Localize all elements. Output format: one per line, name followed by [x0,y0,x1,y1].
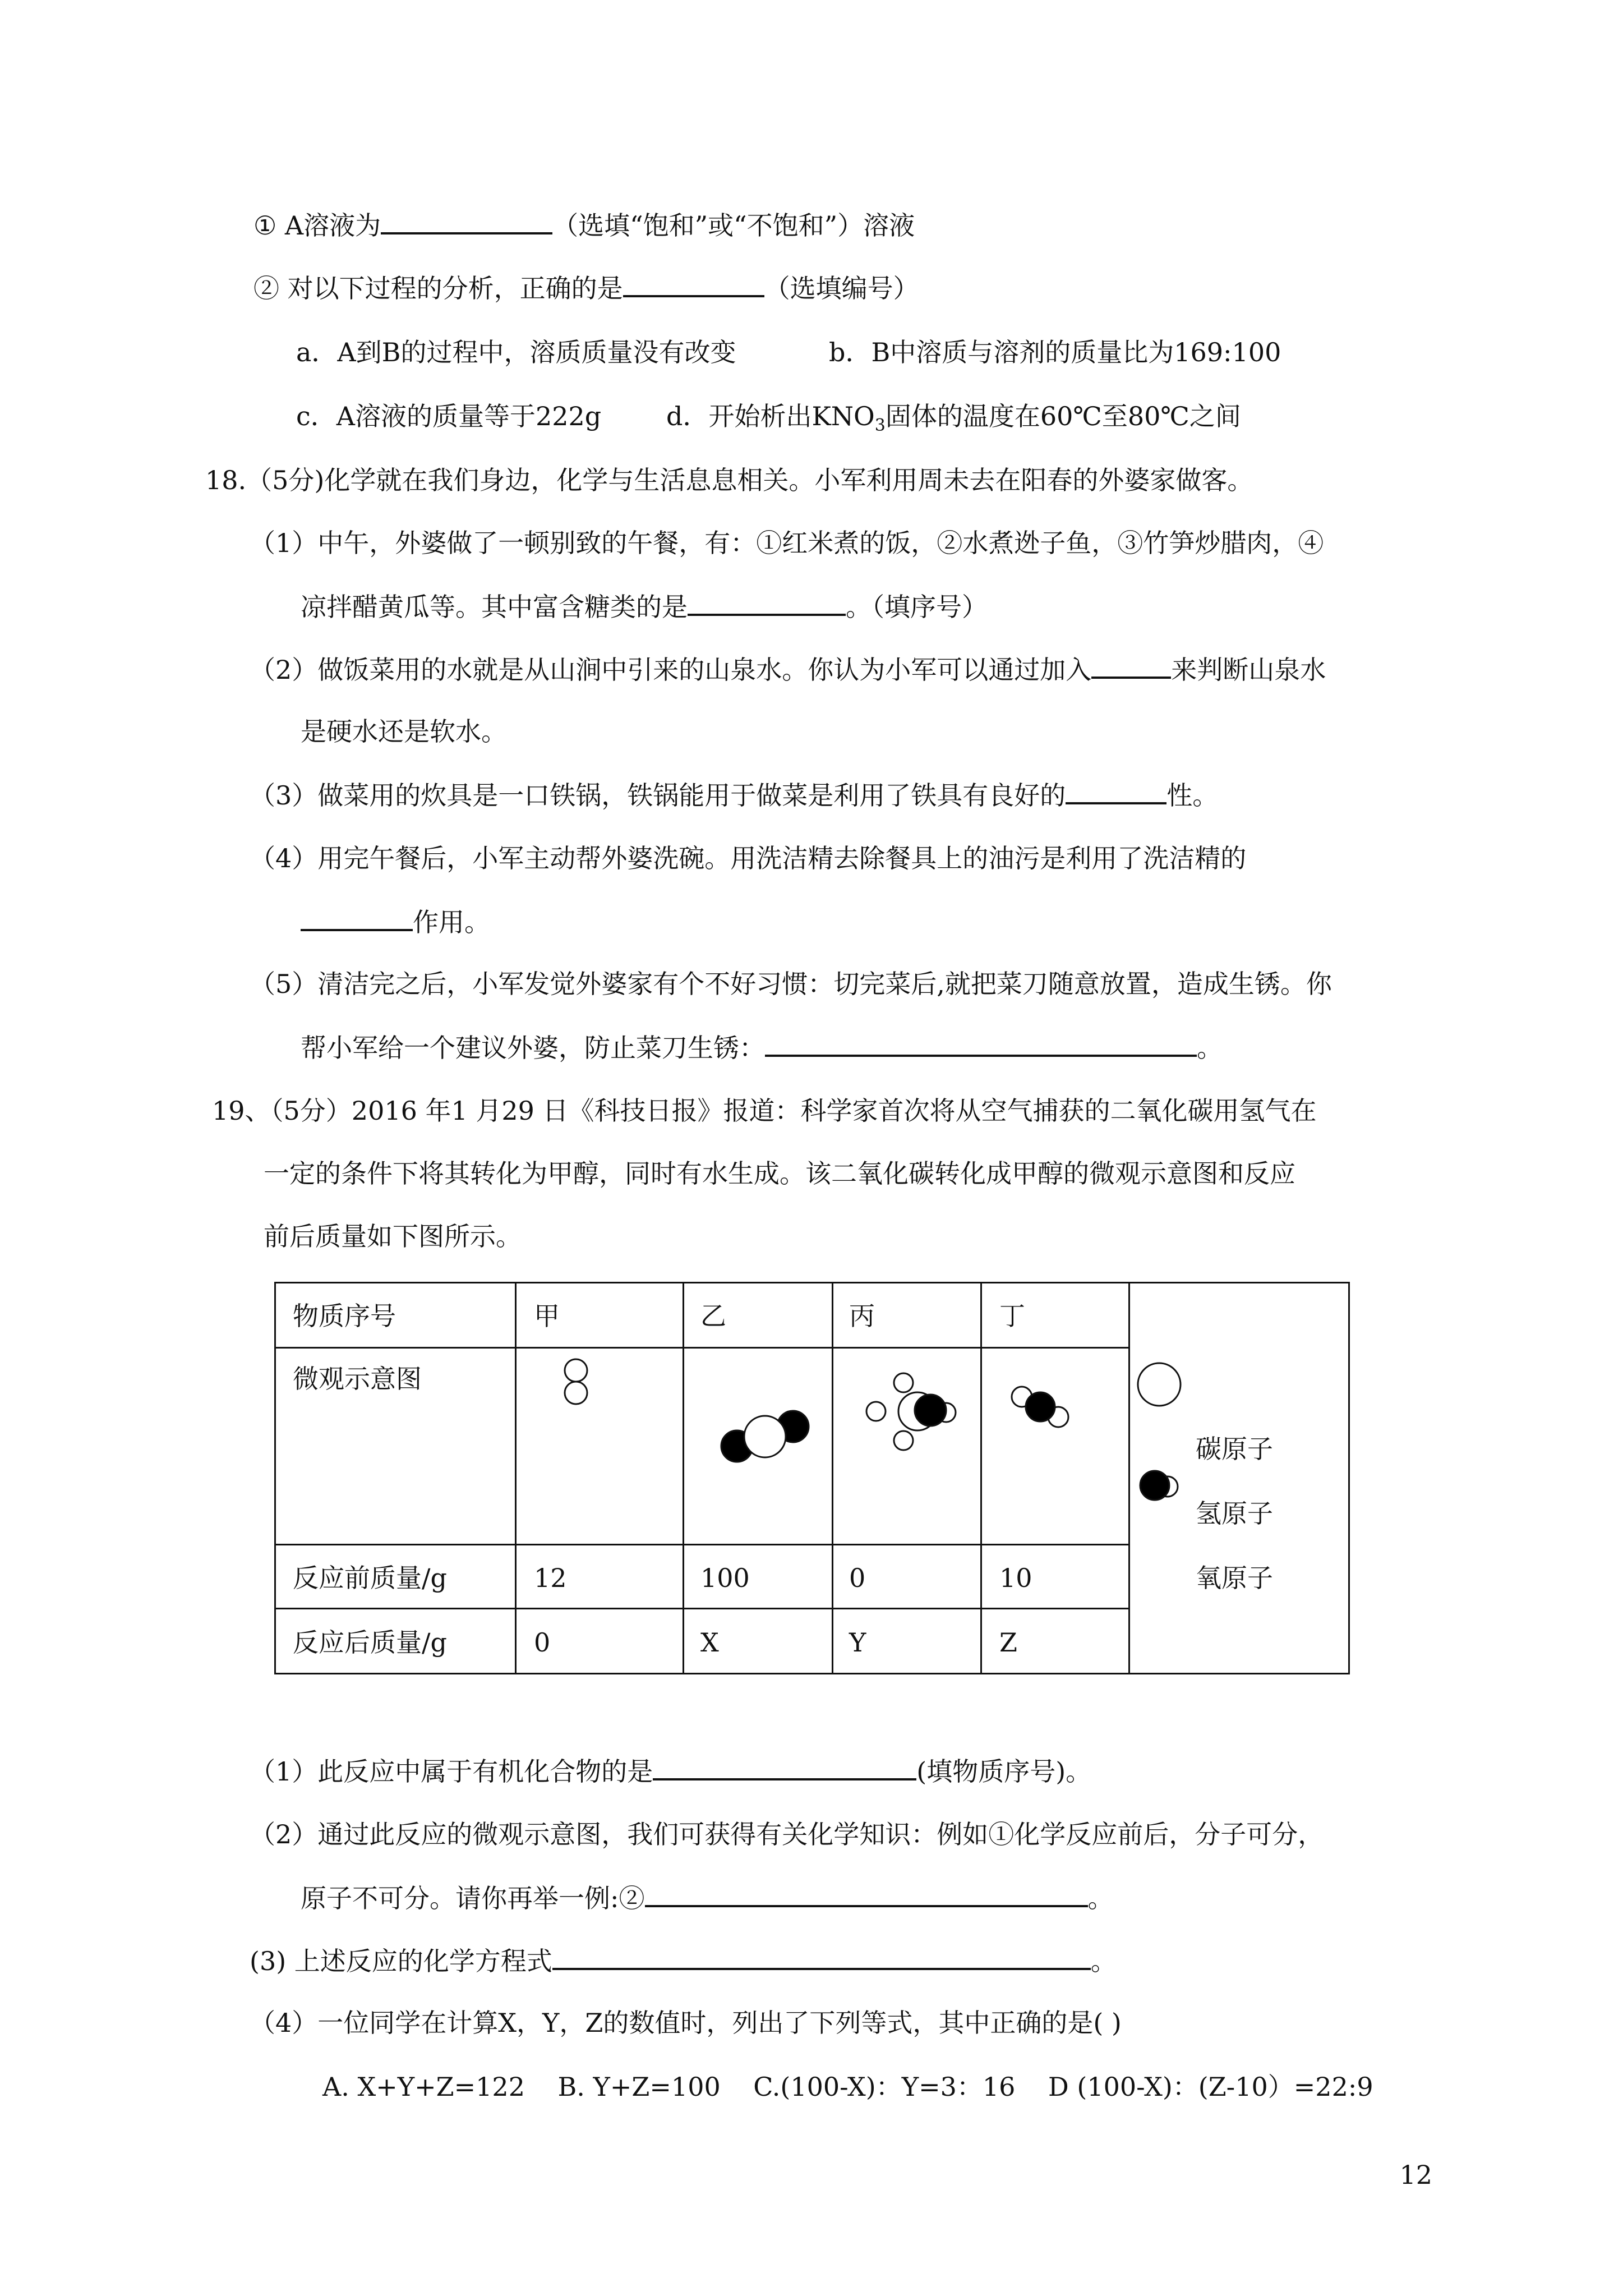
molecule-jia-h2 [565,1359,587,1404]
header-jia: 甲 [534,1301,560,1331]
q18-part1-line1: （1）中午，外婆做了一顿别致的午餐，有：①红米煮的饭，②水煮迯子鱼，③竹笋炒腊肉，④ [250,528,1324,558]
q18-part5-line1: （5）清洁完之后，小军发觉外婆家有个不好习惯：切完菜后,就把菜刀随意放置，造成生锈。你 [250,969,1332,999]
answer-blank[interactable] [381,208,552,234]
header-substance-no: 物质序号 [293,1301,396,1331]
text: 性。 [1166,780,1219,811]
answer-blank[interactable] [688,589,846,616]
q17-option-d [666,399,1241,443]
header-ding: 丁 [999,1301,1025,1331]
q18-part4-line2 [301,904,490,939]
q17-item2 [253,270,919,305]
after-bing: Y [849,1627,866,1658]
text: d．开始析出KNO [666,401,875,431]
q17-option-a: a．A到B的过程中，溶质质量没有改变 [296,337,736,367]
header-yi: 乙 [700,1301,726,1331]
q17-option-c: c．A溶液的质量等于222g [296,401,602,431]
text: （选填编号） [764,273,919,303]
text: 。 [1090,1946,1117,1976]
q18-part4-line1: （4）用完午餐后，小军主动帮外婆洗碗。用洗洁精去除餐具上的油污是利用了洗洁精的 [250,843,1247,873]
q19-part2-line2 [301,1880,1114,1915]
q18-part1-line2 [301,589,988,624]
molecule-bing-methanol [866,1373,956,1450]
text: （1）此反应中属于有机化合物的是 [250,1756,653,1787]
q18-stem: 18.（5分)化学就在我们身边，化学与生活息息相关。小军利用周未去在阳春的外婆家做客。 [205,465,1253,495]
text: 原子不可分。请你再举一例:② [301,1883,645,1913]
q19-stem-line1: 19、（5分）2016 年1 月29 日《科技日报》报道：科学家首次将从空气捕获的二氧化碳用氢气在 [212,1096,1317,1126]
circle-num: ② [253,273,279,303]
before-ding: 10 [999,1563,1032,1593]
text: (3) 上述反应的化学方程式 [250,1946,552,1976]
text: 。（填序号） [846,592,988,622]
micro-diagram-label: 微观示意图 [293,1364,422,1394]
answer-blank[interactable] [1091,652,1171,679]
q19-part1 [250,1754,1091,1788]
before-jia: 12 [534,1563,567,1593]
text: A溶液为 [284,210,381,241]
legend-carbon-label: 碳原子 [1196,1434,1273,1464]
text: (填物质序号)。 [916,1756,1092,1787]
header-bing: 丙 [849,1301,875,1331]
answer-blank[interactable] [653,1754,916,1780]
legend-oxygen-label: 氧原子 [1196,1563,1273,1593]
row-after-label: 反应后质量/g [293,1627,447,1658]
text: （选填“饱和”或“不饱和”）溶液 [552,210,915,241]
text: 帮小军给一个建议外婆，防止菜刀生锈： [301,1033,765,1063]
page-number: 12 [1399,2160,1432,2190]
text: 来判断山泉水 [1171,655,1326,685]
text: 。 [1197,1033,1223,1063]
text: （2）做饭菜用的水就是从山涧中引来的山泉水。你认为小军可以通过加入 [250,655,1092,685]
q19-stem-line2: 一定的条件下将其转化为甲醇，同时有水生成。该二氧化碳转化成甲醇的微观示意图和反应 [264,1158,1295,1189]
text: 。 [1087,1883,1114,1913]
answer-blank[interactable] [765,1030,1197,1057]
answer-blank[interactable] [552,1943,1091,1970]
before-bing: 0 [849,1563,866,1593]
row-before-label: 反应前质量/g [293,1563,447,1593]
substance-table [274,1282,1350,1674]
q17-item1 [253,208,915,242]
legend-atoms [1138,1363,1181,1500]
q19-part4: （4）一位同学在计算X，Y，Z的数值时，列出了下列等式，其中正确的是( ) [250,2008,1122,2038]
text: 固体的温度在60℃至80℃之间 [885,401,1241,431]
subscript: 3 [874,416,886,436]
after-yi: X [700,1627,719,1658]
answer-blank[interactable] [301,904,413,931]
q17-option-b: b．B中溶质与溶剂的质量比为169:100 [829,337,1281,367]
answer-blank[interactable] [1066,777,1166,804]
circle-num: ① [253,210,277,241]
molecule-ding-water [1012,1387,1068,1427]
text: （3）做菜用的炊具是一口铁锅，铁锅能用于做菜是利用了铁具有良好的 [250,780,1066,811]
after-ding: Z [999,1627,1017,1658]
q18-part5-line2 [301,1030,1223,1065]
q18-part2-line1 [250,652,1326,687]
text: 作用。 [413,907,490,937]
q19-options: A. X+Y+Z=122 B. Y+Z=100 C.(100-X)：Y=3：16 D (100-X)：(Z-10）=22:9 [322,2072,1373,2102]
after-jia: 0 [534,1627,551,1658]
molecule-diagrams [276,1283,1352,1676]
before-yi: 100 [700,1563,750,1593]
text: 对以下过程的分析，正确的是 [287,273,623,303]
answer-blank[interactable] [645,1880,1088,1907]
answer-blank[interactable] [623,270,764,297]
q18-part3 [250,777,1218,812]
q18-part2-line2: 是硬水还是软水。 [301,716,507,747]
q19-part3 [250,1943,1117,1978]
legend-hydrogen-label: 氢原子 [1196,1498,1273,1529]
text: 凉拌醋黄瓜等。其中富含糖类的是 [301,592,688,622]
q19-part2-line1: （2）通过此反应的微观示意图，我们可获得有关化学知识：例如①化学反应前后，分子可分， [250,1819,1324,1849]
molecule-yi-co2 [721,1411,809,1462]
q19-stem-line3: 前后质量如下图所示。 [264,1221,522,1251]
